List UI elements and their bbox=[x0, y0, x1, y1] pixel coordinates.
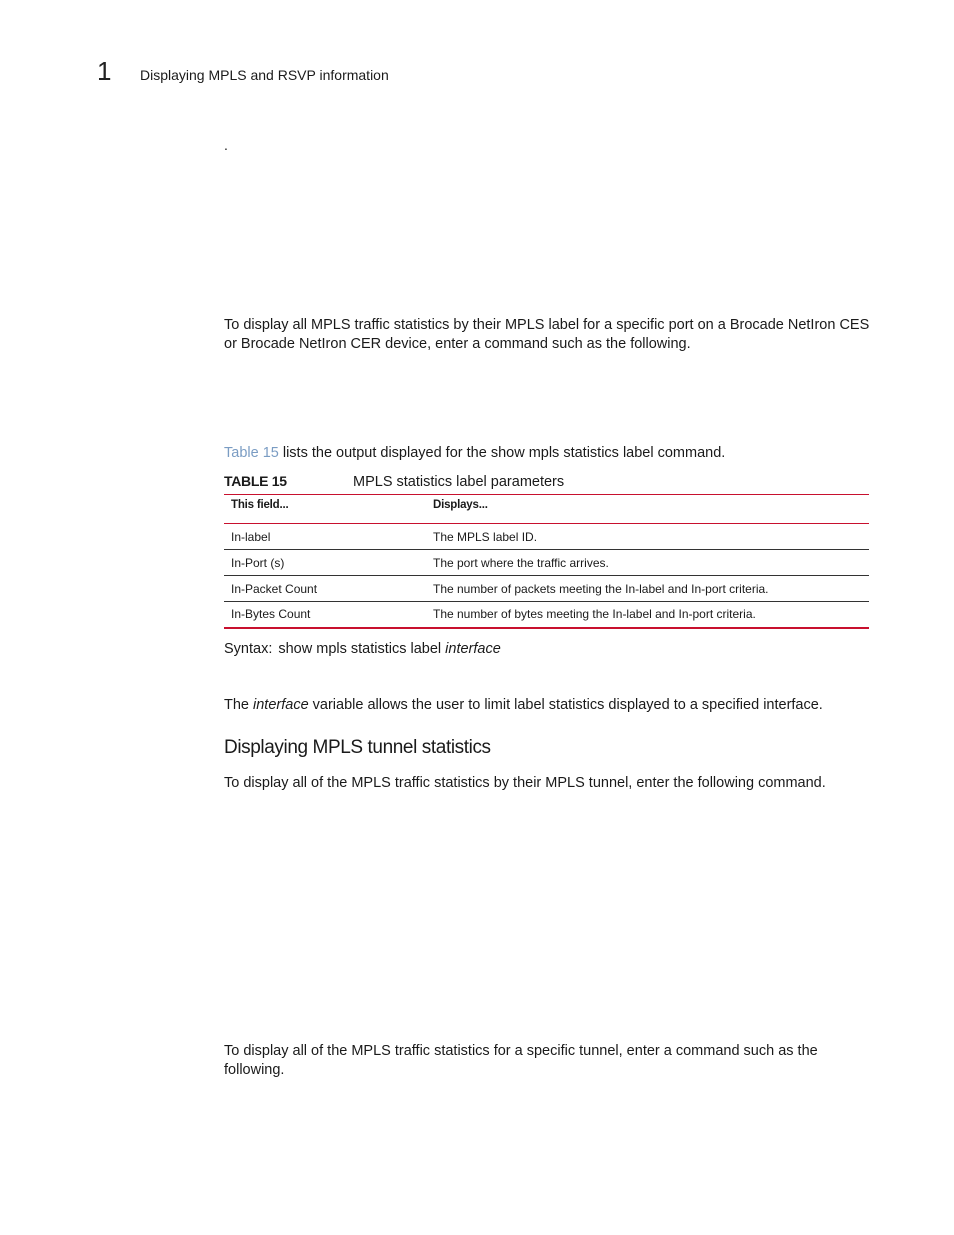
paragraph-specific-tunnel: To display all of the MPLS traffic statistics for a specific tunnel, enter a command such as the following. bbox=[224, 1043, 818, 1078]
paragraph-port-statistics: To display all MPLS traffic statistics by their MPLS label for a specific port on a Brocade NetIron CES or Brocade NetIron CER device, enter a command such as the following. bbox=[224, 317, 870, 352]
table-row bbox=[224, 550, 869, 576]
column-header-displays: Displays... bbox=[433, 499, 488, 511]
chapter-number: 1 bbox=[97, 56, 112, 86]
column-header-field: This field... bbox=[231, 499, 289, 511]
interface-para-suffix: variable allows the user to limit label statistics displayed to a specified interface. bbox=[308, 697, 823, 713]
paragraph-tunnel-statistics: To display all of the MPLS traffic statistics by their MPLS tunnel, enter the following command. bbox=[224, 775, 826, 791]
syntax-variable: interface bbox=[445, 641, 501, 657]
table-header-row bbox=[224, 495, 869, 524]
mpls-statistics-label-parameters-table bbox=[224, 494, 869, 629]
table-reference-text: lists the output displayed for the show mpls statistics label command. bbox=[278, 445, 726, 461]
interface-para-prefix: The bbox=[224, 697, 254, 713]
description-cell: The number of packets meeting the In-label and In-port criteria. bbox=[433, 581, 769, 596]
field-cell: In-label bbox=[231, 529, 271, 544]
table-row bbox=[224, 602, 869, 628]
syntax-line bbox=[224, 640, 501, 658]
syntax-command: show mpls statistics label bbox=[278, 641, 446, 657]
field-cell: In-Bytes Count bbox=[231, 607, 311, 622]
field-cell: In-Port (s) bbox=[231, 555, 285, 570]
field-cell: In-Packet Count bbox=[231, 581, 318, 596]
table-caption bbox=[224, 472, 564, 491]
interface-variable: interface bbox=[253, 697, 309, 713]
table-row bbox=[224, 576, 869, 602]
stray-period: . bbox=[224, 137, 228, 153]
chapter-title: Displaying MPLS and RSVP information bbox=[140, 67, 389, 83]
description-cell: The number of bytes meeting the In-label and In-port criteria. bbox=[433, 607, 756, 622]
table-number: TABLE 15 bbox=[224, 473, 287, 489]
table-15-link[interactable]: Table 15 bbox=[224, 445, 279, 461]
description-cell: The port where the traffic arrives. bbox=[433, 555, 609, 570]
description-cell: The MPLS label ID. bbox=[433, 529, 538, 544]
paragraph-interface-variable bbox=[224, 696, 874, 715]
table-row bbox=[224, 524, 869, 550]
section-heading: Displaying MPLS tunnel statistics bbox=[224, 737, 491, 758]
syntax-label: Syntax: bbox=[224, 641, 273, 657]
table-title: MPLS statistics label parameters bbox=[353, 474, 565, 490]
paragraph-table-reference bbox=[224, 444, 874, 463]
